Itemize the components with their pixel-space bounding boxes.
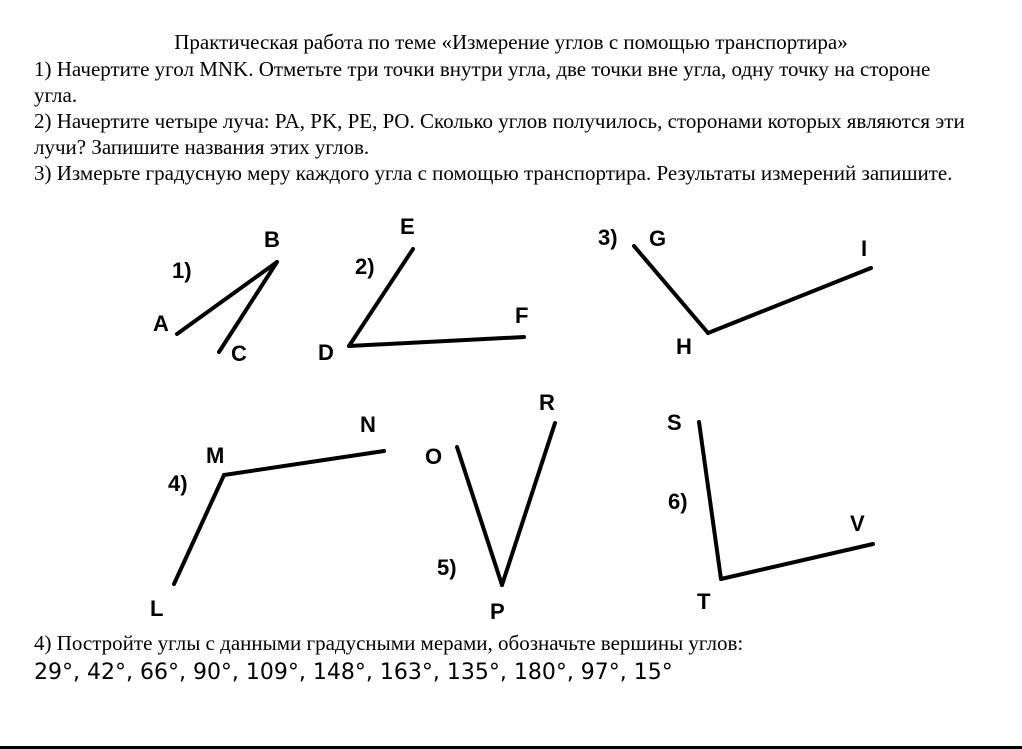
angle-3-number: 3): [598, 225, 618, 250]
angle-5-number: 5): [437, 555, 457, 580]
angle-4-label-n: N: [360, 412, 376, 437]
task-2-text: 2) Начертите четыре луча: PA, PK, PE, PO. Сколько углов получилось, сторонами которых являются эти лучи? Запишите названия этих углов.: [34, 109, 965, 159]
angle-1-label-c: C: [231, 341, 247, 366]
angle-3-label-i: I: [861, 236, 868, 261]
angle-1-ray-ba: [177, 262, 277, 334]
angle-3-label-h: H: [676, 334, 692, 359]
angle-4-figure: [150, 412, 384, 621]
angle-4-label-l: L: [150, 596, 164, 621]
angle-3-ray-hg: [634, 246, 708, 333]
angle-3-figure: [598, 225, 871, 359]
angle-2-label-e: E: [400, 214, 415, 239]
angle-1-label-a: A: [153, 311, 169, 336]
angle-3-ray-hi: [708, 268, 871, 333]
angle-6-label-t: T: [697, 589, 711, 614]
task-4-text: 4) Постройте углы с данными градусными мерами, обозначьте вершины углов:: [34, 631, 744, 655]
angle-2-ray-df: [349, 337, 524, 346]
angle-3-label-g: G: [649, 226, 667, 251]
angle-2-label-d: D: [318, 340, 334, 365]
angle-4-number: 4): [168, 471, 188, 496]
angle-6-figure: [667, 410, 873, 614]
angle-1-figure: [153, 227, 280, 366]
angle-6-label-v: V: [850, 511, 865, 536]
degree-list: 29°, 42°, 66°, 90°, 109°, 148°, 163°, 135°, 180°, 97°, 15°: [34, 660, 673, 685]
angle-1-number: 1): [172, 258, 192, 283]
angle-2-figure: [318, 214, 528, 365]
angle-2-number: 2): [355, 254, 375, 279]
angle-5-ray-pr: [502, 423, 555, 585]
angle-6-ray-tv: [721, 544, 873, 579]
angle-1-label-b: B: [264, 227, 280, 252]
angle-6-number: 6): [668, 489, 688, 514]
angle-4-ray-mn: [224, 451, 384, 475]
angle-5-figure: [425, 390, 555, 624]
angle-2-label-f: F: [515, 303, 529, 328]
angle-6-label-s: S: [667, 410, 682, 435]
task-1-text: 1) Начертите угол MNK. Отметьте три точки внутри угла, две точки вне угла, одну точку на стороне угла.: [34, 57, 931, 107]
angle-5-ray-po: [457, 447, 502, 585]
angle-1-ray-bc: [219, 262, 277, 352]
task-3-text: 3) Измерьте градусную меру каждого угла с помощью транспортира. Результаты измерений запишите.: [34, 161, 953, 185]
angle-5-label-o: O: [425, 444, 443, 469]
page-title: Практическая работа по теме «Измерение углов с помощью транспортира»: [174, 30, 848, 54]
angle-5-label-r: R: [539, 390, 555, 415]
angle-6-ray-ts: [699, 422, 721, 579]
angle-5-label-p: P: [490, 599, 505, 624]
angle-4-label-m: M: [206, 443, 225, 468]
